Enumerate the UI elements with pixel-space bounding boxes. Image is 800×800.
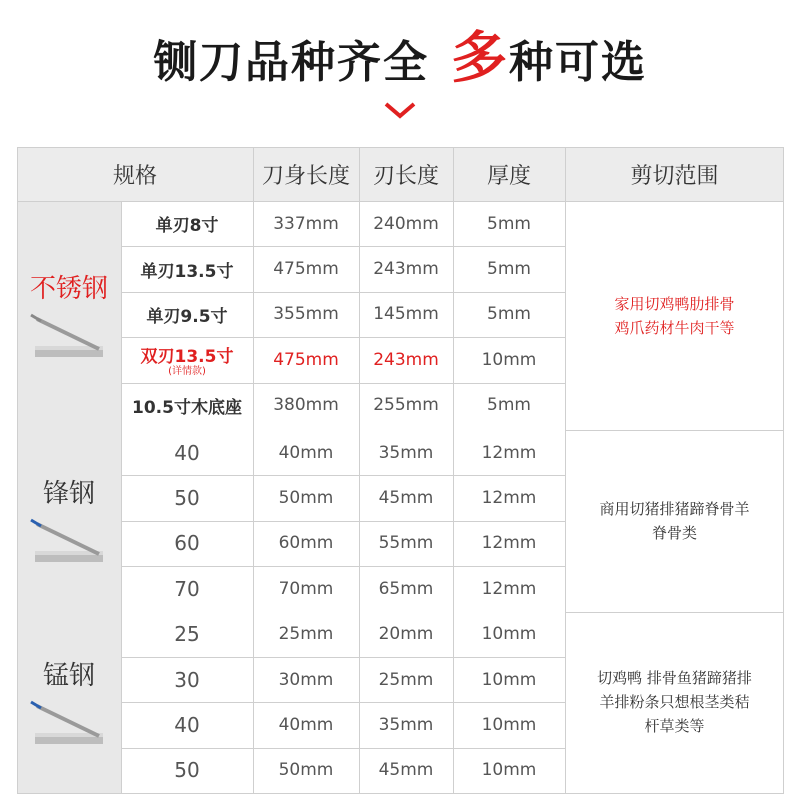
spec-label: 双刃13.5寸 [140,347,234,368]
spec-cell [121,702,253,747]
title-highlight: 多 [451,26,509,91]
row-divider [121,748,565,749]
spec-cell [121,337,253,382]
row-divider [121,521,565,522]
header-blade-length: 刃长度 [359,147,453,201]
col-divider [783,147,784,793]
spec-table [17,147,784,785]
thickness-cell: 12mm [453,521,565,566]
spec-cell [121,292,253,337]
blade-length-cell: 55mm [359,521,453,566]
thickness-cell: 12mm [453,566,565,611]
row-divider [121,292,565,293]
col-divider [359,201,360,793]
spec-label: 10.5寸木底座 [132,397,242,418]
spec-cell [121,612,253,657]
material-name: 锋钢 [42,479,95,510]
body-length-cell: 475mm [253,246,359,291]
blade-length-cell: 35mm [359,430,453,475]
spec-cell [121,566,253,611]
spec-cell [121,201,253,246]
col-divider [453,201,454,793]
spec-note: (详情款) [168,366,206,378]
thickness-cell: 5mm [453,246,565,291]
thickness-cell: 10mm [453,702,565,747]
body-length-cell: 355mm [253,292,359,337]
body-length-cell: 337mm [253,201,359,246]
header-thickness: 厚度 [453,147,565,201]
row-divider [121,657,565,658]
spec-cell [121,657,253,702]
material-name: 锰钢 [42,660,95,691]
spec-label: 50 [174,486,200,511]
body-length-cell: 60mm [253,521,359,566]
col-divider [253,201,254,793]
material-cell [17,430,121,612]
blade-length-cell: 243mm [359,337,453,382]
thickness-cell: 5mm [453,383,565,428]
blade-length-cell: 145mm [359,292,453,337]
thickness-cell: 5mm [453,201,565,246]
title-part3: 种可选 [509,37,647,88]
body-length-cell: 40mm [253,430,359,475]
chevron-down-icon [382,100,418,120]
body-length-cell: 380mm [253,383,359,428]
thickness-cell: 10mm [453,657,565,702]
col-divider [17,147,18,793]
body-length-cell: 50mm [253,475,359,520]
thickness-cell: 10mm [453,612,565,657]
thickness-cell: 12mm [453,475,565,520]
col-divider [121,201,122,793]
thickness-cell: 10mm [453,337,565,382]
blade-length-cell: 243mm [359,246,453,291]
spec-label: 单刃13.5寸 [140,261,234,282]
row-divider [121,383,565,384]
row-divider [17,201,784,202]
page-title [0,24,800,98]
spec-cell [121,383,253,428]
row-divider [17,147,784,148]
spec-label: 70 [174,576,200,601]
col-divider [565,147,566,201]
blade-length-cell: 20mm [359,612,453,657]
body-length-cell: 50mm [253,748,359,793]
spec-cell [121,521,253,566]
spec-cell [121,748,253,793]
header-range: 剪切范围 [565,147,784,201]
col-divider [253,147,254,201]
thickness-cell: 10mm [453,748,565,793]
range-cell: 商用切猪排猪蹄脊骨羊 脊骨类 [599,499,750,542]
spec-cell [121,430,253,475]
header-body-length: 刀身长度 [253,147,359,201]
body-length-cell: 40mm [253,702,359,747]
guillotine-cutter-icon [29,700,109,750]
blade-length-cell: 240mm [359,201,453,246]
thickness-cell: 12mm [453,430,565,475]
range-cell: 切鸡鸭 排骨鱼猪蹄猪排 羊排粉条只想根茎类秸 杆草类等 [597,669,752,736]
spec-label: 40 [174,713,200,738]
body-length-cell: 475mm [253,337,359,382]
title-part1: 铡刀品种齐全 [153,37,429,88]
blade-length-cell: 255mm [359,383,453,428]
row-divider [121,702,565,703]
spec-label: 60 [174,531,200,556]
row-divider [121,337,565,338]
spec-label: 单刃9.5寸 [146,306,228,327]
header-spec: 规格 [17,147,253,201]
row-divider [121,246,565,247]
row-divider [121,475,565,476]
blade-length-cell: 65mm [359,566,453,611]
row-divider [121,566,565,567]
row-divider [17,793,784,794]
spec-label: 单刃8寸 [155,216,219,237]
guillotine-cutter-icon [29,518,109,568]
blade-length-cell: 45mm [359,748,453,793]
col-divider [359,147,360,201]
range-cell: 家用切鸡鸭肋排骨 鸡爪药材牛肉干等 [614,294,735,337]
blade-length-cell: 35mm [359,702,453,747]
col-divider [565,201,566,793]
guillotine-cutter-icon [29,313,109,363]
body-length-cell: 70mm [253,566,359,611]
spec-cell [121,246,253,291]
blade-length-cell: 45mm [359,475,453,520]
spec-label: 50 [174,758,200,783]
col-divider [453,147,454,201]
spec-cell [121,475,253,520]
spec-label: 40 [174,440,200,465]
body-length-cell: 25mm [253,612,359,657]
spec-label: 25 [174,622,200,647]
material-cell [17,612,121,794]
material-name: 不锈钢 [29,274,108,304]
material-cell [17,201,121,430]
spec-label: 30 [174,667,200,692]
blade-length-cell: 25mm [359,657,453,702]
thickness-cell: 5mm [453,292,565,337]
body-length-cell: 30mm [253,657,359,702]
